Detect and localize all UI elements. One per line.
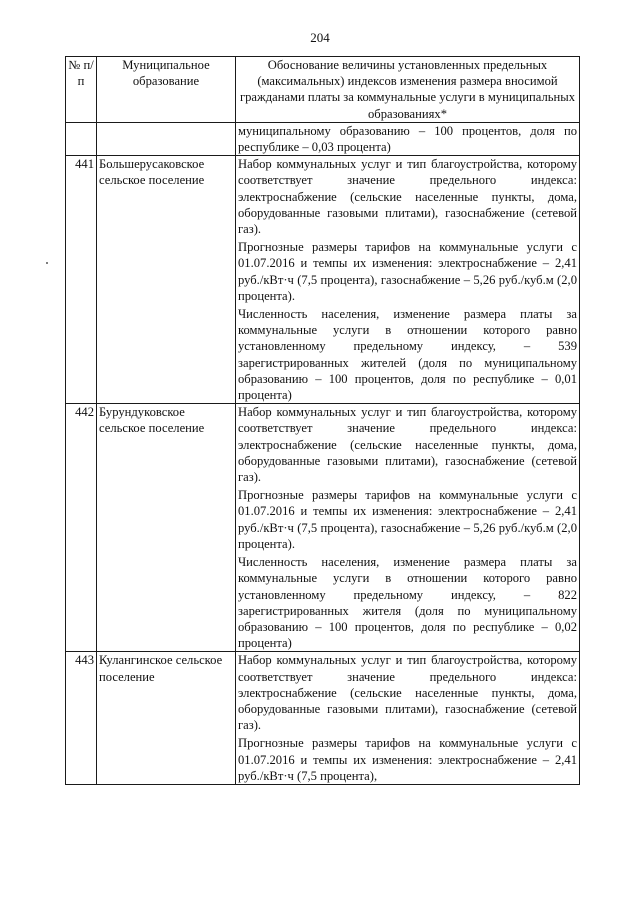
header-number: № п/п <box>66 57 97 123</box>
row-municipality: Бурундуковское сельское поселение <box>97 404 236 652</box>
page-number: 204 <box>310 30 330 45</box>
continuation-number <box>66 122 97 155</box>
row-number: 443 <box>66 652 97 785</box>
paragraph-tariffs: Прогнозные размеры тарифов на коммунальные услуги с 01.07.2016 и темпы их изменения: электроснабжение – 2,41 руб./кВт·ч (7,5 процента), газоснабжение – 5,26 руб./куб.м (2,0 процента). <box>238 240 577 303</box>
paragraph-service-set: Набор коммунальных услуг и тип благоустройства, которому соответствует значение предельного индекса: электроснабжение (сельские населенные пункты, дома, оборудованные газовыми плитами), газоснабжение (сетевой газ). <box>238 653 577 733</box>
paragraph-service-set: Набор коммунальных услуг и тип благоустройства, которому соответствует значение предельного индекса: электроснабжение (сельские населенные пункты, дома, оборудованные газовыми плитами), газоснабжение (сетевой газ). <box>238 157 577 237</box>
table-header-row <box>66 57 580 123</box>
table-row-continuation <box>66 122 580 155</box>
header-municipality: Муниципальное образование <box>97 57 236 123</box>
header-justification: Обоснование величины установленных предельных (максимальных) индексов изменения размера вносимой гражданами платы за коммунальные услуги в муниципальных образованиях* <box>236 57 580 123</box>
row-number: 442 <box>66 404 97 652</box>
paragraph-population: Численность населения, изменение размера платы за коммунальные услуги в отношении которого равно установленному предельному индексу, – 539 зарегистрированных жителей (доля по муниципальному образованию – 100 процентов, доля по республике – 0,01 процента) <box>238 307 577 403</box>
paragraph-service-set: Набор коммунальных услуг и тип благоустройства, которому соответствует значение предельного индекса: электроснабжение (сельские населенные пункты, дома, оборудованные газовыми плитами), газоснабжение (сетевой газ). <box>238 405 577 485</box>
row-justification <box>236 404 580 652</box>
margin-speck <box>46 262 48 264</box>
row-municipality: Большерусаковское сельское поселение <box>97 156 236 404</box>
table-row <box>66 652 580 785</box>
table-row <box>66 404 580 652</box>
continuation-justification: муниципальному образованию – 100 процентов, доля по республике – 0,03 процента) <box>236 122 580 155</box>
paragraph-tariffs: Прогнозные размеры тарифов на коммунальные услуги с 01.07.2016 и темпы их изменения: электроснабжение – 2,41 руб./кВт·ч (7,5 процента), <box>238 736 577 783</box>
row-number: 441 <box>66 156 97 404</box>
row-municipality: Кулангинское сельское поселение <box>97 652 236 785</box>
paragraph-population: Численность населения, изменение размера платы за коммунальные услуги в отношении которого равно установленному предельному индексу, – 822 зарегистрированных жителя (доля по муниципальному образованию – 100 процентов, доля по республике – 0,02 процента) <box>238 555 577 651</box>
row-justification <box>236 652 580 785</box>
continuation-municipality <box>97 122 236 155</box>
table-row <box>66 156 580 404</box>
row-justification <box>236 156 580 404</box>
paragraph-tariffs: Прогнозные размеры тарифов на коммунальные услуги с 01.07.2016 и темпы их изменения: электроснабжение – 2,41 руб./кВт·ч (7,5 процента), газоснабжение – 5,26 руб./куб.м (2,0 процента). <box>238 488 577 551</box>
tariff-justification-table <box>65 56 580 785</box>
